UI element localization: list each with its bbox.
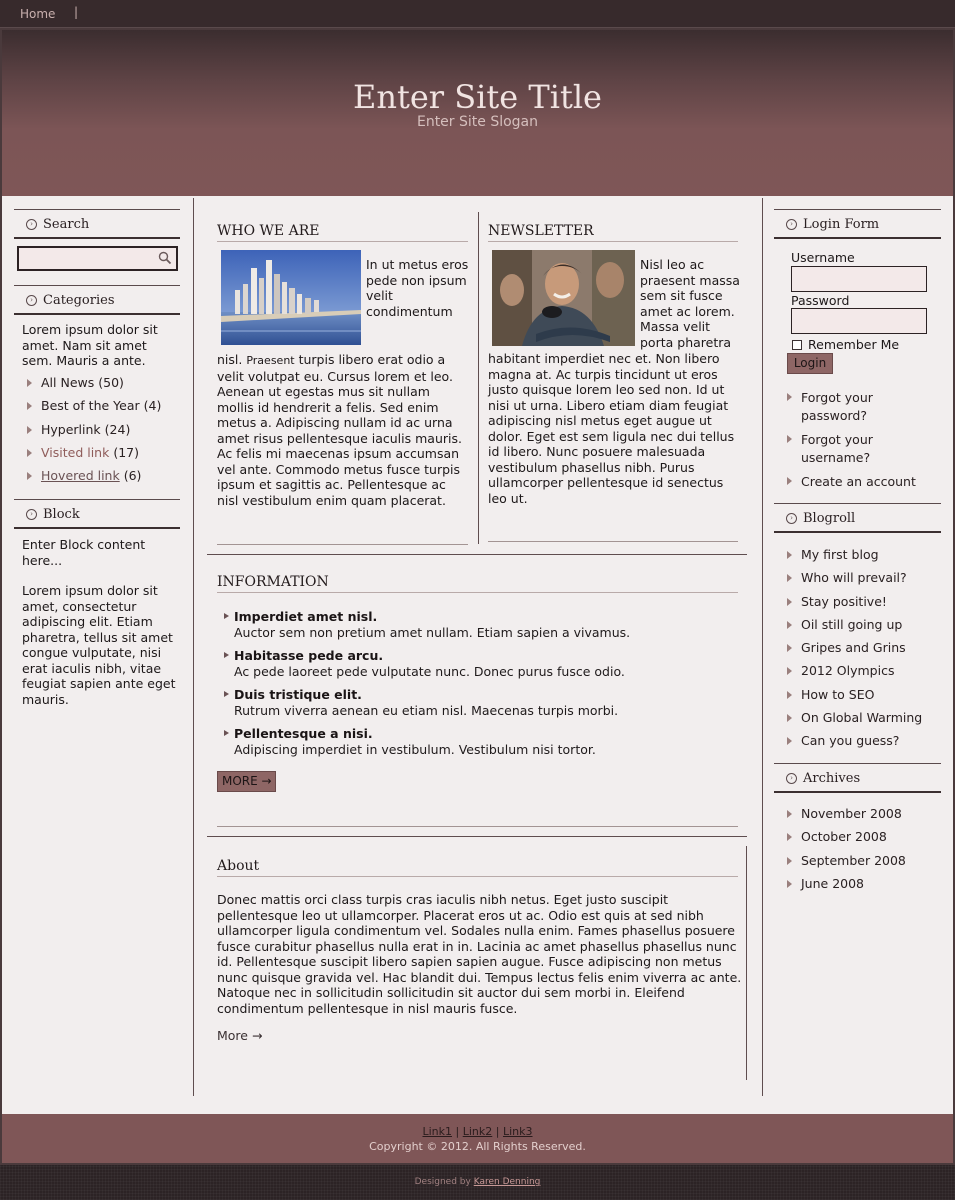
search-icon[interactable] — [157, 250, 173, 266]
blogroll-item[interactable]: Can you guess? — [785, 733, 940, 756]
archives-module-header — [774, 763, 941, 793]
password-field[interactable] — [791, 308, 927, 334]
block-text-intro: Enter Block content here... — [22, 537, 146, 568]
site-title[interactable]: Enter Site Title — [353, 78, 602, 116]
block-title: Block — [43, 507, 80, 522]
categories-intro: Lorem ipsum dolor sit amet. Nam sit amet sem. Mauris a ante. — [22, 322, 158, 368]
archive-item[interactable]: October 2008 — [785, 829, 940, 852]
top-nav-bar — [0, 0, 955, 28]
information-list — [224, 609, 739, 765]
list-item: Pellentesque a nisi. Adipiscing imperdiet in vestibulum. Vestibulum nisi tortor. — [224, 726, 739, 765]
who-side-text: In ut metus eros pede non ipsum velit condimentum — [366, 257, 469, 319]
login-links — [785, 389, 935, 496]
categories-list — [25, 375, 185, 491]
designer-credit-bar — [0, 1165, 955, 1200]
copyright-text: Copyright © 2012. All Rights Reserved. — [369, 1140, 586, 1153]
login-module-header — [774, 209, 941, 239]
search-input[interactable] — [21, 250, 155, 267]
site-header — [2, 30, 953, 196]
forgot-password-link[interactable]: Forgot your password? — [785, 389, 935, 431]
who-we-are-heading: WHO WE ARE — [217, 223, 468, 242]
blogroll-item[interactable]: Who will prevail? — [785, 570, 940, 593]
site-footer — [2, 1114, 953, 1163]
password-label: Password — [791, 293, 850, 308]
search-module-header — [14, 209, 180, 239]
newsletter-side-text: Nisl leo ac praesent massa sem sit fusce amet ac lorem. Massa velit porta pharetra — [640, 257, 740, 350]
center-split-divider — [478, 212, 479, 544]
search-box — [17, 246, 178, 271]
login-title: Login Form — [803, 217, 880, 232]
arrow-circle-icon: › — [26, 219, 37, 230]
list-item: Habitasse pede arcu. Ac pede laoreet pede vulputate nunc. Donec purus fusce odio. — [224, 648, 739, 687]
login-button[interactable]: Login — [787, 353, 833, 374]
site-slogan: Enter Site Slogan — [416, 114, 539, 130]
categories-module-header — [14, 285, 180, 315]
blogroll-list — [785, 547, 940, 757]
block-text-body: Lorem ipsum dolor sit amet, consectetur adipiscing elit. Etiam pharetra, tellus sit amet congue vulputate, nisi erat iaculis nibh, vitae feugiat sapien ante eget mauris. — [22, 583, 176, 707]
search-title: Search — [43, 217, 90, 232]
forgot-username-link[interactable]: Forgot your username? — [785, 431, 935, 473]
blogroll-item[interactable]: My first blog — [785, 547, 940, 570]
remember-me-label: Remember Me — [808, 337, 900, 352]
section-divider — [207, 554, 747, 555]
block-module-header — [14, 499, 180, 529]
list-item: Duis tristique elit. Rutrum viverra aenean eu etiam nisl. Maecenas turpis morbi. — [224, 687, 739, 726]
archive-item[interactable]: September 2008 — [785, 853, 940, 876]
who-body-text: nisl. Praesent turpis libero erat odio a velit volutpat eu. Cursus lorem et leo. Aenean ut egestas mus sit nullam mollis id hendrerit a felis. Sed enim metus a. Adipiscing nullam id ac urna amet risus pellentesque iaculis mauris. Ac felis mi maecenas ipsum accumsan vel ante. Commodo metus fusce turpis ipsum et sagittis ac. Pellentesque ac nisl vestibulum enim quam placerat. — [217, 352, 462, 508]
footer-link-3[interactable]: Link3 — [502, 1125, 533, 1138]
nav-home-link[interactable]: Home — [20, 7, 56, 21]
about-body-text: Donec mattis orci class turpis cras iaculis nibh netus. Eget justo suscipit pellentesque leo ut ullamcorper. Placerat eros ut ac. Odio est quis at sed nibh ullamcorper ligula condimentum vel. Sodales nulla enim. Fames phasellus posuere fusce curabitur phasellus nulla erat in in. Lacinia ac amet phasellus phasellus nunc id. Pellentesque suscipit libero sapien sapien augue. Fusce adipiscing non metus nunc quisque gravida vel. Hac blandit dui. Tempus lectus felis enim viverra ac ante. Natoque nec in sollicitudin sollicitudin sit auctor dui sem morbi in. Eleifend condimentum pellentesque in nisl mauris fusce. — [217, 892, 742, 1016]
archive-item[interactable]: November 2008 — [785, 806, 940, 829]
young-man-photo — [492, 250, 635, 346]
blogroll-item[interactable]: On Global Warming — [785, 710, 940, 733]
arrow-circle-icon: › — [786, 773, 797, 784]
blogroll-item[interactable]: Gripes and Grins — [785, 640, 940, 663]
divider — [488, 541, 738, 542]
archives-list — [785, 806, 940, 899]
newsletter-body-text: habitant imperdiet nec et. Non libero magna at. Ac turpis tincidunt ut eros justo quisque lorem leo sed non. Id ut nisi ut urna. Libero etiam diam feugiat adipiscing nisl metus eget augue ut dolor. Eget est sem ligula nec dui tellus id libero. Nunc posuere malesuada vestibulum phasellus nibh. Purus ullamcorper pellentesque id senectus leo ut. — [488, 351, 735, 506]
footer-link-1[interactable]: Link1 — [422, 1125, 453, 1138]
create-account-link[interactable]: Create an account — [785, 473, 935, 496]
divider — [217, 544, 468, 545]
category-item[interactable]: Hyperlink (24) — [25, 422, 185, 445]
arrow-circle-icon: › — [786, 219, 797, 230]
username-field[interactable] — [791, 266, 927, 292]
archives-title: Archives — [803, 771, 861, 786]
blogroll-module-header — [774, 503, 941, 533]
about-heading: About — [217, 858, 738, 877]
about-more-link[interactable]: More → — [217, 1028, 263, 1043]
designer-link[interactable]: Karen Denning — [473, 1177, 541, 1187]
information-heading: INFORMATION — [217, 574, 738, 593]
footer-links: Link1 | Link2 | Link3 — [422, 1125, 533, 1138]
city-beach-photo — [221, 250, 361, 345]
blogroll-item[interactable]: 2012 Olympics — [785, 663, 940, 686]
remember-me-checkbox[interactable] — [792, 340, 802, 350]
username-label: Username — [791, 250, 855, 265]
divider — [217, 826, 738, 827]
category-item[interactable]: Visited link (17) — [25, 445, 185, 468]
right-column-divider — [762, 198, 763, 1096]
blogroll-title: Blogroll — [803, 511, 856, 526]
footer-link-2[interactable]: Link2 — [462, 1125, 493, 1138]
section-divider — [207, 836, 747, 837]
list-item: Imperdiet amet nisl. Auctor sem non pretium amet nullam. Etiam sapien a vivamus. — [224, 609, 739, 648]
about-right-border — [746, 846, 747, 1080]
left-column-divider — [193, 198, 194, 1096]
designer-credit: Designed by Karen Denning — [414, 1177, 541, 1187]
arrow-circle-icon: › — [26, 295, 37, 306]
newsletter-heading: NEWSLETTER — [488, 223, 738, 242]
blogroll-item[interactable]: Stay positive! — [785, 594, 940, 617]
category-item[interactable]: Best of the Year (4) — [25, 398, 185, 421]
category-item[interactable]: Hovered link (6) — [25, 468, 185, 491]
categories-title: Categories — [43, 293, 115, 308]
nav-separator: | — [74, 5, 79, 19]
arrow-circle-icon: › — [26, 509, 37, 520]
category-item[interactable]: All News (50) — [25, 375, 185, 398]
arrow-circle-icon: › — [786, 513, 797, 524]
archive-item[interactable]: June 2008 — [785, 876, 940, 899]
blogroll-item[interactable]: How to SEO — [785, 687, 940, 710]
blogroll-item[interactable]: Oil still going up — [785, 617, 940, 640]
more-button[interactable]: MORE → — [217, 771, 276, 792]
